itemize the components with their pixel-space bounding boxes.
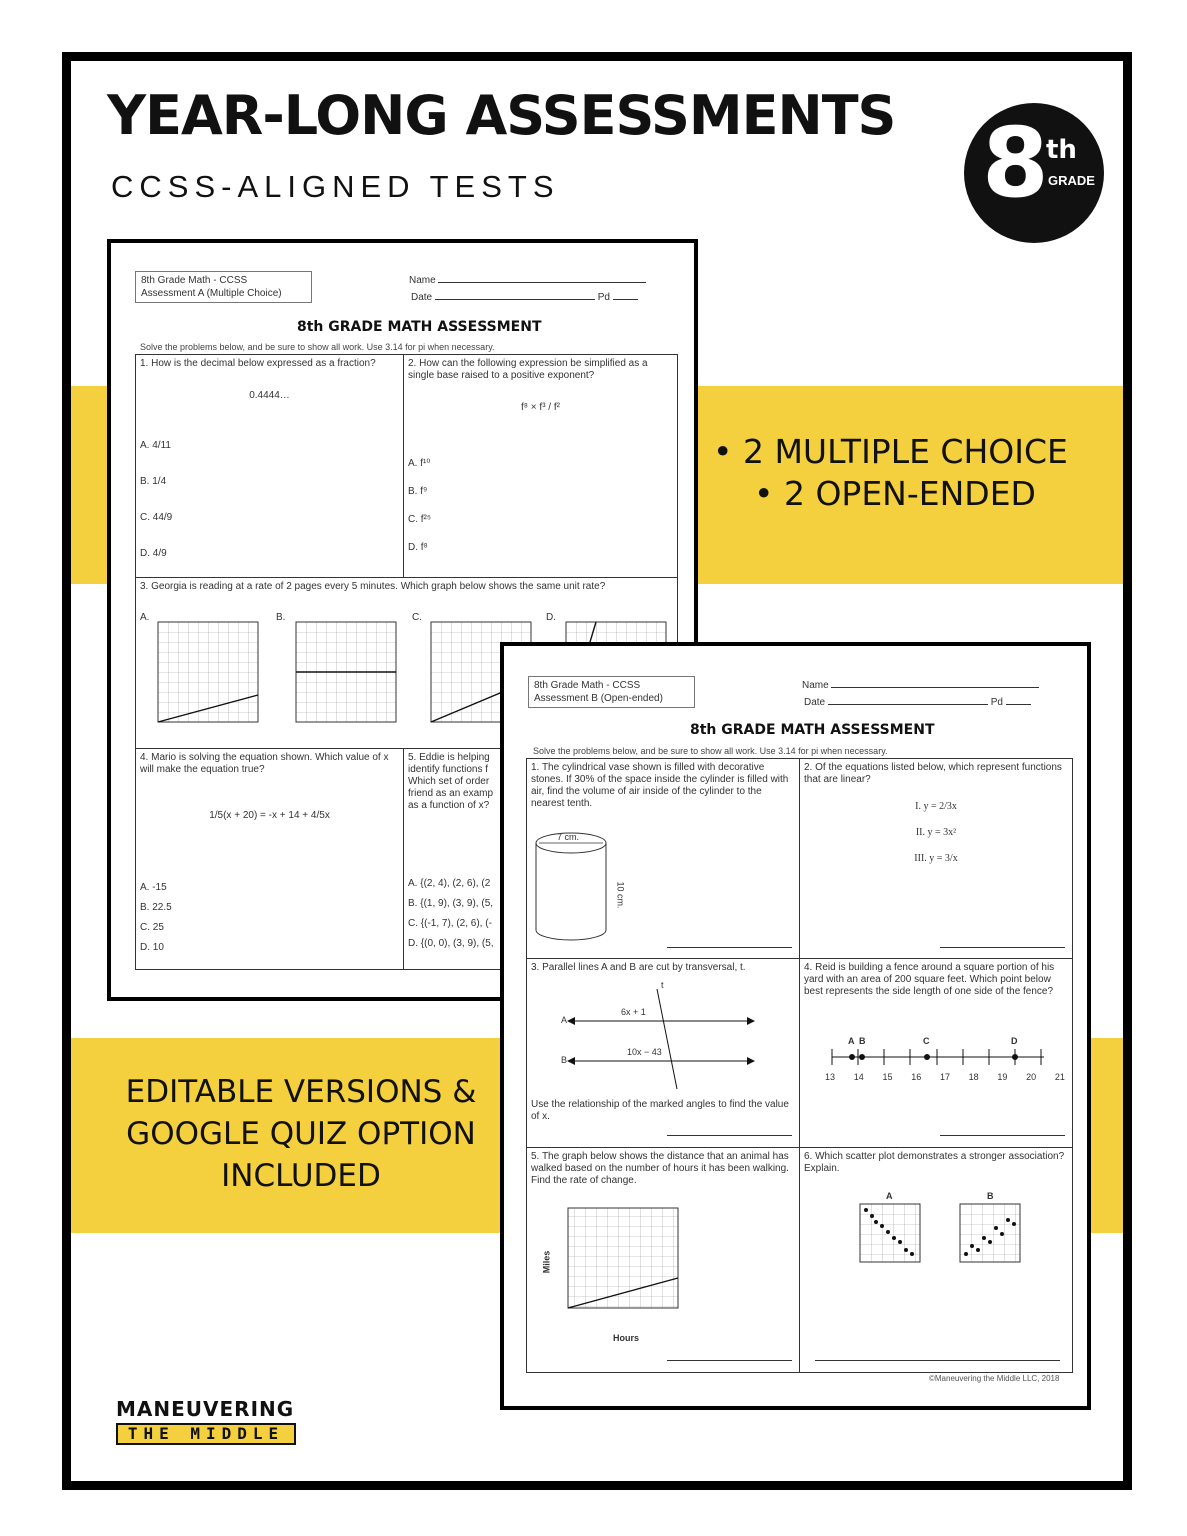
grade-label: GRADE (1048, 173, 1095, 188)
name-line (802, 680, 1039, 691)
answer-d: D. f⁸ (408, 542, 428, 553)
feature-open-ended: • 2 OPEN-ENDED (754, 474, 1036, 513)
cylinder-figure (531, 825, 651, 955)
tick-label: 17 (939, 1072, 950, 1082)
question-expression: f⁸ × f³ / f² (521, 402, 560, 413)
date-label: Date (411, 292, 433, 303)
answer-d: D. {(0, 0), (3, 9), (5, (408, 938, 494, 949)
point-a: A (848, 1036, 855, 1046)
answer-line (815, 1360, 1060, 1361)
feature-multiple-choice: • 2 MULTIPLE CHOICE (713, 432, 1068, 471)
instructions: Solve the problems below, and be sure to show all work. Use 3.14 for pi when necessary. (140, 342, 495, 352)
answer-line (940, 1135, 1065, 1136)
name-line (409, 275, 646, 286)
scatter-b (960, 1204, 1020, 1262)
tick-label: 15 (882, 1072, 893, 1082)
date-line (804, 697, 1031, 708)
answer-a: A. f¹⁰ (408, 458, 431, 469)
brand-logo (116, 1397, 296, 1445)
equation-3: III. y = 3/x (914, 853, 958, 864)
answer-c: C. {(-1, 7), (2, 6), (- (408, 918, 492, 929)
graph-b (296, 622, 396, 722)
question-text: 1. How is the decimal below expressed as a fraction? (140, 358, 376, 369)
logo-line1: MANEUVERING (116, 1397, 295, 1421)
feature-list (701, 431, 1121, 515)
question-text: 5. Eddie is helping identify functions f Which set of order friend as an examp as a function of x? (408, 752, 494, 811)
tick-label: 13 (825, 1072, 836, 1082)
question-text: 4. Mario is solving the equation shown. Which value of x will make the equation true? (140, 752, 389, 775)
answer-line (667, 1135, 792, 1136)
question-text: 4. Reid is building a fence around a square portion of his yard with an area of 200 square feet. Which point below best represents the side length of one side of the fence? (804, 962, 1055, 997)
distance-graph (563, 1206, 723, 1336)
pd-label: Pd (597, 292, 610, 303)
question-text: 3. Parallel lines A and B are cut by transversal, t. (531, 962, 746, 973)
page-title: YEAR-LONG ASSESSMENTS (107, 84, 896, 147)
question-text: 3. Georgia is reading at a rate of 2 pages every 5 minutes. Which graph below shows the same unit rate? (140, 581, 606, 592)
grade-number: 8 (982, 107, 1049, 219)
question-2 (799, 758, 1073, 959)
scatter-label-a: A (886, 1191, 893, 1201)
question-1 (526, 758, 800, 959)
angle-2-label: 10x − 43 (627, 1047, 662, 1057)
assessment-label: Assessment A (Multiple Choice) (141, 288, 282, 299)
grade-suffix: th (1046, 135, 1077, 165)
page-subtitle: CCSS-ALIGNED TESTS (111, 169, 560, 204)
copyright: ©Maneuvering the Middle LLC, 2018 (929, 1374, 1060, 1383)
assessment-label: Assessment B (Open-ended) (534, 693, 663, 704)
answer-a: A. -15 (140, 882, 167, 893)
answer-b: B. f⁹ (408, 486, 428, 497)
graph-label-d: D. (546, 612, 556, 623)
line-a-label: A (561, 1015, 568, 1025)
answer-a: A. {(2, 4), (2, 6), (2 (408, 878, 491, 889)
instructions: Solve the problems below, and be sure to show all work. Use 3.14 for pi when necessary. (533, 746, 888, 756)
answer-b: B. 22.5 (140, 902, 172, 913)
answer-b: B. 1/4 (140, 476, 167, 487)
question-1 (135, 354, 404, 578)
transversal-label: t (661, 980, 664, 990)
point-d: D (1011, 1036, 1018, 1046)
answer-line (667, 947, 792, 948)
line-b-label: B (561, 1055, 568, 1065)
angle-1-label: 6x + 1 (621, 1007, 646, 1017)
x-axis-label: Hours (613, 1333, 640, 1343)
course-label: 8th Grade Math - CCSS (141, 275, 248, 286)
tick-label: 18 (968, 1072, 979, 1082)
question-text: 2. How can the following expression be simplified as a single base raised to a positive exponent? (408, 358, 648, 381)
question-value: 0.4444… (249, 390, 290, 401)
graph-label-c: C. (412, 612, 422, 623)
logo-line2: THE MIDDLE (116, 1423, 296, 1445)
tick-label: 19 (997, 1072, 1008, 1082)
tick-label: 16 (911, 1072, 922, 1082)
diameter-label: 7 cm. (557, 832, 580, 842)
name-label: Name (802, 680, 829, 691)
tick-label: 20 (1026, 1072, 1037, 1082)
question-4 (799, 958, 1073, 1148)
date-line (411, 292, 638, 303)
answer-c: C. 25 (140, 922, 164, 933)
graph-label-b: B. (276, 612, 286, 623)
scatter-a (860, 1204, 920, 1262)
answer-line (940, 947, 1065, 948)
graph-a (158, 622, 258, 722)
question-text: 2. Of the equations listed below, which represent functions that are linear? (804, 762, 1062, 785)
grade-badge (964, 103, 1104, 243)
parallel-lines-figure (527, 981, 787, 1091)
equation-1: I. y = 2/3x (915, 801, 957, 812)
question-text: 6. Which scatter plot demonstrates a stronger association? Explain. (804, 1151, 1065, 1174)
answer-line (667, 1360, 792, 1361)
answer-d: D. 10 (140, 942, 164, 953)
tick-label: 21 (1054, 1072, 1065, 1082)
editable-note: EDITABLE VERSIONS & GOOGLE QUIZ OPTION INCLUDED (125, 1074, 477, 1194)
answer-b: B. {(1, 9), (3, 9), (5, (408, 898, 494, 909)
course-box (135, 271, 312, 303)
answer-d: D. 4/9 (140, 548, 167, 559)
course-box (528, 676, 695, 708)
worksheet-b (500, 642, 1091, 1410)
question-note: Use the relationship of the marked angles to find the value of x. (531, 1099, 789, 1122)
name-label: Name (409, 275, 436, 286)
tick-label: 14 (853, 1072, 864, 1082)
course-label: 8th Grade Math - CCSS (534, 680, 641, 691)
scatter-label-b: B (987, 1191, 994, 1201)
height-label: 10 cm. (615, 881, 626, 909)
point-b: B (859, 1036, 866, 1046)
question-4 (135, 748, 404, 970)
scatter-plots (800, 1196, 1060, 1286)
date-label: Date (804, 697, 826, 708)
equation-2: II. y = 3x² (915, 827, 957, 838)
answer-c: C. f²⁵ (408, 514, 432, 525)
pd-label: Pd (990, 697, 1003, 708)
number-line-ticks (825, 1071, 1065, 1083)
question-6 (799, 1147, 1073, 1373)
question-text: 1. The cylindrical vase shown is filled with decorative stones. If 30% of the space inside the cylinder is filled with air, find the volume of air inside of the cylinder to the nearest tenth. (531, 762, 789, 809)
y-axis-label: Miles (541, 1250, 552, 1274)
answer-a: A. 4/11 (140, 440, 171, 451)
graph-label-a: A. (140, 612, 150, 623)
question-5 (526, 1147, 800, 1373)
worksheet-title: 8th GRADE MATH ASSESSMENT (297, 319, 542, 335)
question-3 (526, 958, 800, 1148)
answer-c: C. 44/9 (140, 512, 173, 523)
point-c: C (923, 1036, 930, 1046)
question-text: 5. The graph below shows the distance that an animal has walked based on the number of hours it has been walking. Find the rate of change. (531, 1151, 789, 1186)
question-equation: 1/5(x + 20) = -x + 14 + 4/5x (209, 810, 330, 821)
question-2 (403, 354, 678, 578)
worksheet-title: 8th GRADE MATH ASSESSMENT (690, 722, 935, 738)
